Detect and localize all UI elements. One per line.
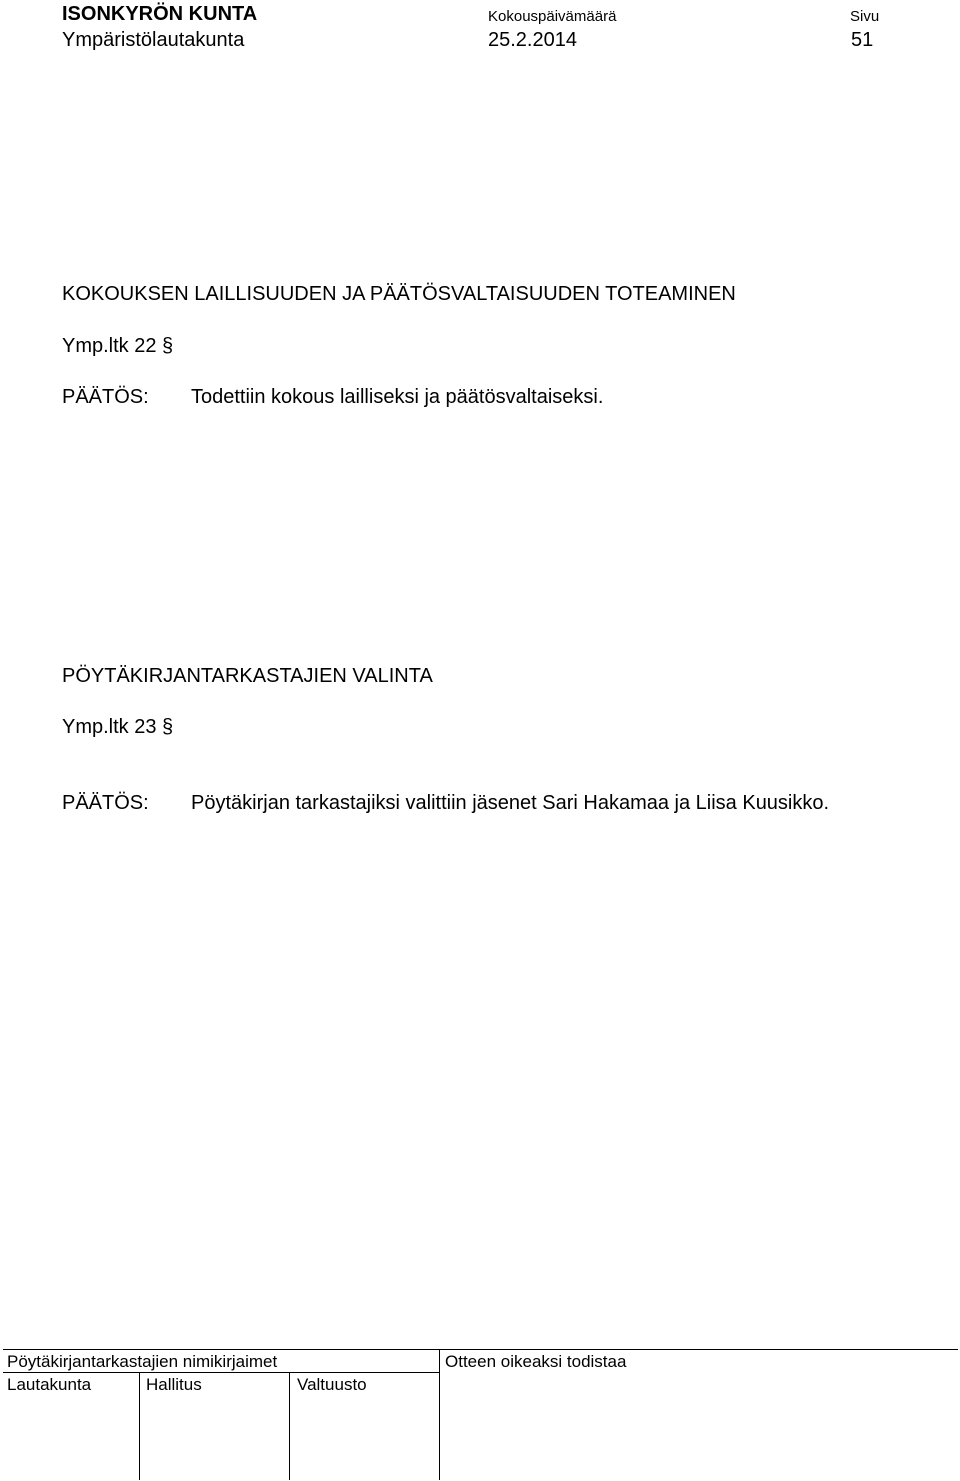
certified-label: Otteen oikeaksi todistaa xyxy=(445,1352,627,1371)
organization-name: ISONKYRÖN KUNTA xyxy=(62,3,258,25)
signature-column-label: Hallitus xyxy=(146,1375,202,1394)
section-heading: KOKOUKSEN LAILLISUUDEN JA PÄÄTÖSVALTAISUUDEN TOTEAMINEN xyxy=(62,283,736,305)
section-reference: Ymp.ltk 23 § xyxy=(62,716,174,738)
page-number: 51 xyxy=(851,29,874,51)
table-divider xyxy=(439,1350,440,1480)
initials-label: Pöytäkirjantarkastajien nimikirjaimet xyxy=(7,1352,278,1371)
signature-table xyxy=(3,1349,958,1480)
section-reference: Ymp.ltk 22 § xyxy=(62,335,174,357)
decision-label: PÄÄTÖS: xyxy=(62,386,149,408)
meeting-date-label: Kokouspäivämäärä xyxy=(488,8,617,25)
signature-column-label: Lautakunta xyxy=(7,1375,92,1394)
page-label: Sivu xyxy=(850,8,880,25)
section-heading: PÖYTÄKIRJANTARKASTAJIEN VALINTA xyxy=(62,665,433,687)
board-name: Ympäristölautakunta xyxy=(62,29,245,51)
table-divider xyxy=(139,1372,140,1480)
table-divider xyxy=(3,1372,439,1373)
meeting-date: 25.2.2014 xyxy=(488,29,577,51)
decision-text: Todettiin kokous lailliseksi ja päätösvaltaiseksi. xyxy=(191,386,604,408)
signature-column-label: Valtuusto xyxy=(297,1375,367,1394)
table-divider xyxy=(289,1372,290,1480)
decision-label: PÄÄTÖS: xyxy=(62,792,149,814)
decision-text: Pöytäkirjan tarkastajiksi valittiin jäsenet Sari Hakamaa ja Liisa Kuusikko. xyxy=(191,792,830,814)
